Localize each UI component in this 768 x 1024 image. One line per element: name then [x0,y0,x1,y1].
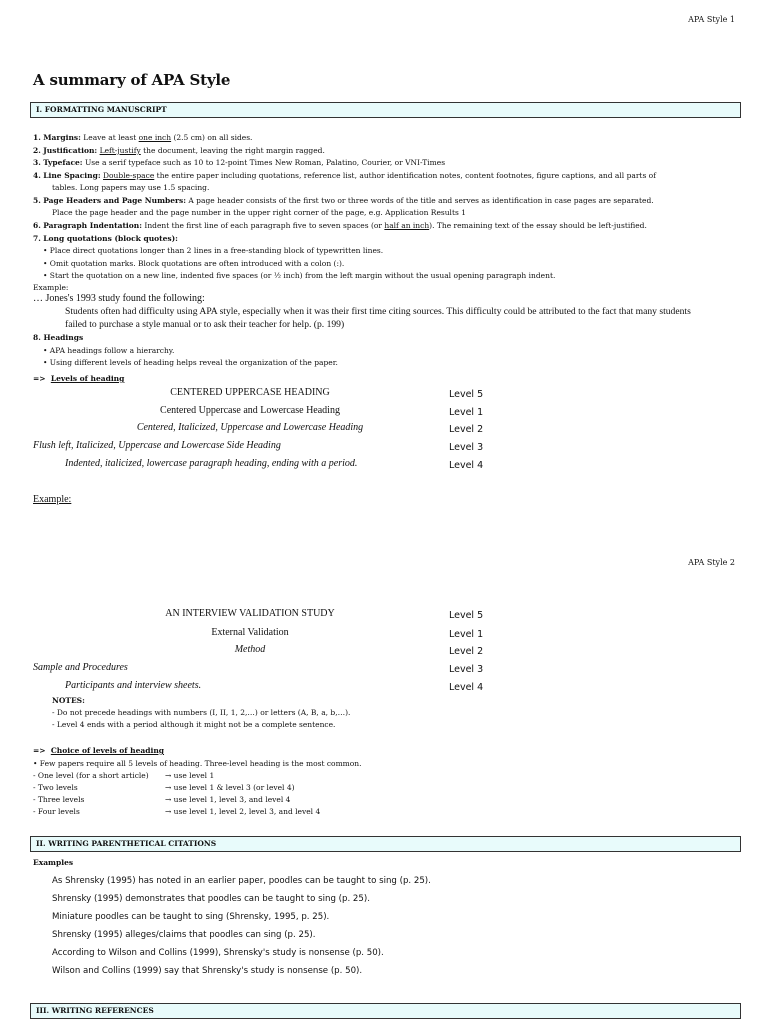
level-label: Level 5 [449,610,484,621]
rule-line [33,233,178,245]
rule-text-rest: the entire paper including quotations, reference list, author identification notes, content footnotes, figure captions, and all parts of [154,171,656,180]
example-label: Example: [33,283,69,292]
choice-right: → use level 1, level 3, and level 4 [165,795,291,804]
section-band-formatting [30,102,741,118]
notes-label: NOTES: [52,696,85,705]
level-heading-2: Centered, Italicized, Uppercase and Lowercase Heading [136,422,364,433]
citation-example: Wilson and Collins (1999) say that Shrensky's study is nonsense (p. 50). [52,966,363,976]
rule-label: Page Headers and Page Numbers: [43,196,186,205]
rule-text: Indent the first line of each paragraph five to seven spaces (or [142,221,385,230]
page-title: A summary of APA Style [33,71,231,89]
level-heading-4: Indented, italicized, lowercase paragraph heading, ending with a period. [65,458,358,469]
choice-left: - Four levels [33,807,80,816]
level-label: Level 4 [449,682,484,693]
choice-heading: => Choice of levels of heading [33,746,165,755]
citation-example: Miniature poodles can be taught to sing (Shrensky, 1995, p. 25). [52,912,330,922]
quote-bullet: • Omit quotation marks. Block quotations are often introduced with a colon (:). [43,259,345,268]
rule-label: Justification: [43,146,98,155]
section-band-citations [30,836,741,852]
example-heading-3: Sample and Procedures [33,662,128,673]
section-title: II. WRITING PARENTHETICAL CITATIONS [36,839,217,848]
section-title: III. WRITING REFERENCES [36,1006,154,1015]
rule-label: Typeface: [43,158,83,167]
rule-text: Place the page header and the page number in the upper right corner of the page, e.g. Application Results 1 [52,208,466,217]
level-label: Level 3 [449,664,484,675]
page-header-2: APA Style 2 [688,558,735,567]
citation-example: According to Wilson and Collins (1999), Shrensky's study is nonsense (p. 50). [52,948,384,958]
citation-example: Shrensky (1995) demonstrates that poodles can be taught to sing (p. 25). [52,894,370,904]
level-heading-1: Centered Uppercase and Lowercase Heading [160,405,340,416]
choice-intro: • Few papers require all 5 levels of heading. Three-level heading is the most common. [33,759,362,768]
rule-line [33,170,656,182]
citation-example: Shrensky (1995) alleges/claims that poodles can sing (p. 25). [52,930,316,940]
example-label-2: Example: [33,494,72,505]
headings-rule: 8. Headings [33,333,84,342]
level-label: Level 2 [449,646,484,657]
rule-text: tables. Long papers may use 1.5 spacing. [52,183,210,192]
heading-bullet: • APA headings follow a hierarchy. [43,346,175,355]
section-title: I. FORMATTING MANUSCRIPT [36,105,167,114]
choice-right: → use level 1, level 2, level 3, and level 4 [165,807,321,816]
heading-bullet: • Using different levels of heading helps reveal the organization of the paper. [43,358,338,367]
rule-label: Long quotations (block quotes): [43,234,178,243]
rule-number: 3. [33,158,41,167]
rule-number: 4. [33,171,41,180]
level-heading-3: Flush left, Italicized, Uppercase and Lowercase Side Heading [33,440,281,451]
rule-label: Margins: [43,133,81,142]
choice-right: → use level 1 & level 3 (or level 4) [165,783,295,792]
rule-number: 7. [33,234,41,243]
quote-bullet: • Start the quotation on a new line, indented five spaces (or ½ inch) from the left margin without the usual opening paragraph indent. [43,271,556,280]
rule-emphasis: Double-space [103,171,155,180]
rule-number: 6. [33,221,41,230]
rule-line [52,182,209,194]
choice-left: - Two levels [33,783,78,792]
level-label: Level 2 [449,424,484,435]
level-label: Level 1 [449,629,484,640]
example-quote: Students often had difficulty using APA style, especially when it was their first time citing sources. This difficulty could be attributed to the fact that many students [65,306,691,317]
choice-right: → use level 1 [165,771,215,780]
choice-left: - One level (for a short article) [33,771,149,780]
level-label: Level 5 [449,389,484,400]
level-label: Level 3 [449,442,484,453]
rule-number: 1. [33,133,41,142]
example-heading-2: Method [234,644,266,655]
page-header-1: APA Style 1 [688,15,735,24]
rule-number: 5. [33,196,41,205]
examples-label: Examples [33,858,74,867]
rule-line [33,132,252,144]
rule-text-rest: ). The remaining text of the essay should be left-justified. [429,221,647,230]
rule-line [33,145,325,157]
note-item: - Level 4 ends with a period although it might not be a complete sentence. [52,720,336,729]
level-label: Level 4 [449,460,484,471]
rule-number: 2. [33,146,41,155]
example-heading-4: Participants and interview sheets. [65,680,202,691]
example-heading-5: AN INTERVIEW VALIDATION STUDY [165,608,335,619]
example-intro: … Jones's 1993 study found the following: [33,293,205,304]
arrow-icon: => [33,374,46,383]
example-quote-cont: failed to purchase a style manual or to ask their teacher for help. (p. 199) [65,319,345,330]
rule-line [33,220,647,232]
levels-heading: => Levels of heading [33,374,125,383]
level-heading-5: CENTERED UPPERCASE HEADING [170,387,330,398]
rule-text-rest: the document, leaving the right margin ragged. [140,146,325,155]
rule-line [33,195,654,207]
rule-line [52,207,466,219]
level-label: Level 1 [449,407,484,418]
rule-text: Leave at least [80,133,139,142]
citation-example: As Shrensky (1995) has noted in an earlier paper, poodles can be taught to sing (p. 25). [52,876,431,886]
choice-left: - Three levels [33,795,85,804]
rule-line [33,157,445,169]
quote-bullet: • Place direct quotations longer than 2 lines in a free-standing block of typewritten lines. [43,246,384,255]
rule-text-rest: (2.5 cm) on all sides. [171,133,253,142]
arrow-icon: => [33,746,46,755]
rule-emphasis: Left-justify [99,146,141,155]
rule-text: A page header consists of the first two or three words of the title and serves as identification in case pages are separated. [185,196,654,205]
example-heading-1: External Validation [211,627,289,638]
rule-emphasis: half an inch [384,221,430,230]
note-item: - Do not precede headings with numbers (I, II, 1, 2,…) or letters (A, B, a, b,…). [52,708,351,717]
section-band-references [30,1003,741,1019]
rule-text: Use a serif typeface such as 10 to 12-point Times New Roman, Palatino, Courier, or VNI-Times [82,158,446,167]
rule-emphasis: one inch [138,133,172,142]
rule-label: Line Spacing: [43,171,101,180]
rule-label: Paragraph Indentation: [43,221,142,230]
